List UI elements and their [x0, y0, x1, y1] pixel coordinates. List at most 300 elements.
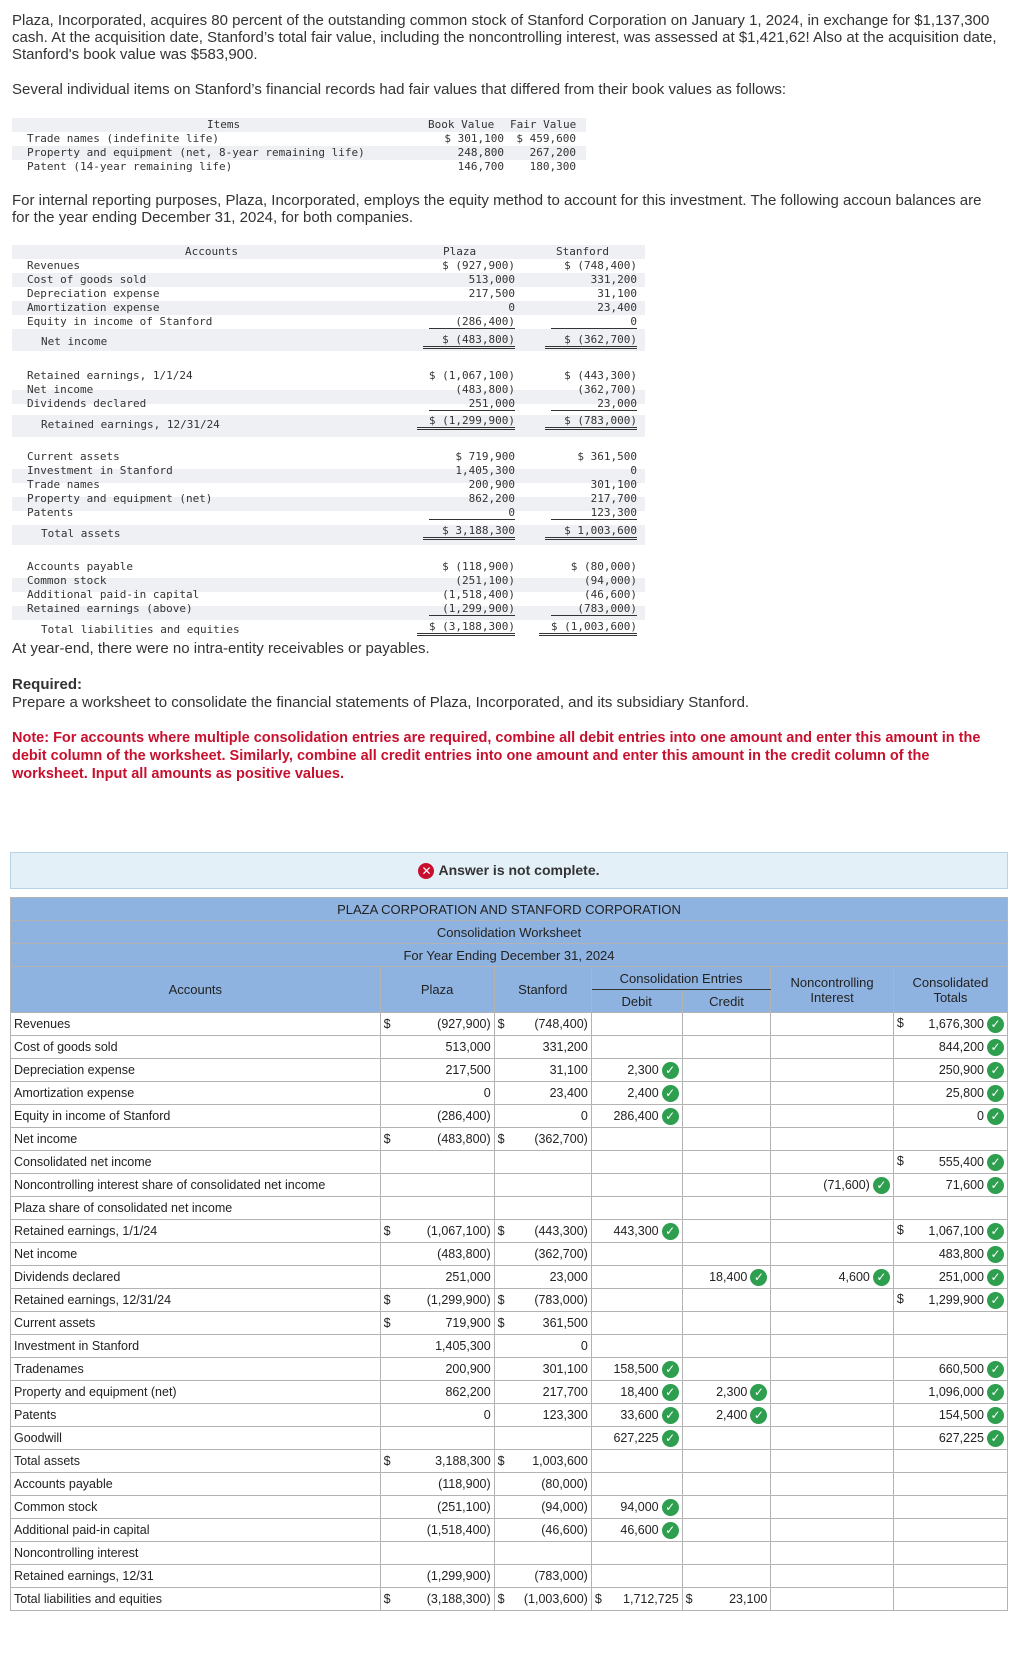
account-name: Noncontrolling interest share of consolidated net income [14, 1178, 326, 1192]
account-name: Goodwill [14, 1431, 62, 1445]
check-icon: ✓ [987, 1085, 1004, 1102]
bal-stanford: (362,700) [577, 383, 637, 396]
account-name: Dividends declared [14, 1270, 121, 1284]
check-icon: ✓ [662, 1384, 679, 1401]
row-account-label [11, 1220, 381, 1243]
check-icon: ✓ [662, 1223, 679, 1240]
nci-input[interactable] [771, 1496, 894, 1519]
col-header-entries: Consolidation Entries [591, 967, 771, 990]
worksheet-row [11, 1174, 1008, 1197]
credit-input[interactable] [682, 1381, 771, 1404]
worksheet-row [11, 1404, 1008, 1427]
row-account-label [11, 1105, 381, 1128]
bal-header-accounts: Accounts [185, 245, 238, 258]
total-input[interactable] [893, 1243, 1007, 1266]
debit-input[interactable] [591, 1473, 682, 1496]
worksheet-row [11, 1427, 1008, 1450]
bal-stanford: 31,100 [597, 287, 637, 300]
debit-input[interactable] [591, 1013, 682, 1036]
account-name: Equity in income of Stanford [14, 1109, 171, 1123]
plaza-cell-value: (1,067,100) [426, 1224, 491, 1238]
plaza-cell [380, 1174, 494, 1197]
total-input[interactable] [893, 1565, 1007, 1588]
fv-header-fair: Fair Value [510, 118, 577, 131]
bal-stanford: $ 361,500 [577, 450, 637, 463]
debit-input[interactable] [591, 1059, 682, 1082]
dollar-sign: $ [383, 1224, 391, 1238]
account-name: Current assets [14, 1316, 96, 1330]
col-header-totals: Consolidated Totals [893, 967, 1007, 1013]
credit-input[interactable] [682, 1174, 771, 1197]
row-account-label [11, 1197, 381, 1220]
nci-input[interactable] [771, 1059, 894, 1082]
credit-input-value: 18,400 [709, 1269, 748, 1284]
credit-input[interactable] [682, 1358, 771, 1381]
total-input[interactable] [893, 1496, 1007, 1519]
stanford-cell-value: 123,300 [542, 1408, 588, 1422]
stanford-cell [494, 1128, 591, 1151]
credit-input[interactable] [682, 1128, 771, 1151]
plaza-cell [380, 1266, 494, 1289]
check-icon: ✓ [987, 1108, 1004, 1125]
bal-plaza: $ (1,299,900) [417, 414, 515, 430]
nci-input[interactable] [771, 1197, 894, 1220]
total-input[interactable] [893, 1197, 1007, 1220]
col-header-credit: Credit [682, 990, 771, 1013]
nci-input[interactable] [771, 1082, 894, 1105]
dollar-sign: $ [896, 1291, 904, 1306]
check-icon: ✓ [662, 1085, 679, 1102]
total-input-value: 0 [977, 1108, 984, 1123]
credit-input[interactable] [682, 1519, 771, 1542]
bal-account: Equity in income of Stanford [27, 315, 213, 328]
check-icon: ✓ [987, 1223, 1004, 1240]
row-account-label [11, 1059, 381, 1082]
worksheet-row [11, 1335, 1008, 1358]
nci-input[interactable] [771, 1335, 894, 1358]
dollar-sign: $ [383, 1454, 391, 1468]
plaza-cell-value: (3,188,300) [426, 1592, 491, 1606]
check-icon: ✓ [662, 1430, 679, 1447]
debit-input[interactable] [591, 1220, 682, 1243]
total-input[interactable] [893, 1473, 1007, 1496]
credit-input[interactable] [682, 1565, 771, 1588]
row-account-label [11, 1036, 381, 1059]
credit-input[interactable] [682, 1220, 771, 1243]
stanford-cell-value: (748,400) [534, 1017, 588, 1031]
stanford-cell [494, 1036, 591, 1059]
stanford-cell-value: (783,000) [534, 1293, 588, 1307]
stanford-cell-value: (362,700) [534, 1247, 588, 1261]
bal-stanford: (94,000) [584, 574, 637, 587]
credit-input[interactable] [682, 1243, 771, 1266]
stanford-cell-value: 0 [580, 1109, 588, 1123]
nci-input[interactable] [771, 1519, 894, 1542]
nci-input[interactable] [771, 1174, 894, 1197]
plaza-cell [380, 1542, 494, 1565]
plaza-cell-value: 3,188,300 [435, 1454, 491, 1468]
stanford-cell [494, 1565, 591, 1588]
stanford-cell-value: (80,000) [541, 1477, 588, 1491]
fv-item: Patent (14-year remaining life) [27, 160, 233, 173]
debit-input[interactable] [591, 1266, 682, 1289]
total-input[interactable] [893, 1519, 1007, 1542]
plaza-cell-value: 251,000 [445, 1270, 491, 1284]
stanford-cell-value: (783,000) [534, 1569, 588, 1583]
credit-input[interactable] [682, 1266, 771, 1289]
bal-plaza: 0 [508, 301, 515, 314]
worksheet-row [11, 1588, 1008, 1611]
nci-input[interactable] [771, 1013, 894, 1036]
debit-input[interactable] [591, 1312, 682, 1335]
check-icon: ✓ [750, 1269, 767, 1286]
dollar-sign: $ [383, 1316, 391, 1330]
total-input[interactable] [893, 1174, 1007, 1197]
account-name: Depreciation expense [14, 1063, 135, 1077]
worksheet-row [11, 1381, 1008, 1404]
bal-stanford: (46,600) [584, 588, 637, 601]
worksheet-row [11, 1013, 1008, 1036]
nci-input[interactable] [771, 1588, 894, 1611]
total-input-value: 154,500 [938, 1407, 984, 1422]
debit-input[interactable] [591, 1427, 682, 1450]
account-name: Revenues [14, 1017, 71, 1031]
plaza-cell-value: (927,900) [437, 1017, 491, 1031]
credit-input[interactable] [682, 1197, 771, 1220]
worksheet-row [11, 1450, 1008, 1473]
plaza-cell [380, 1036, 494, 1059]
debit-input[interactable] [591, 1197, 682, 1220]
nci-input[interactable] [771, 1427, 894, 1450]
total-input[interactable] [893, 1036, 1007, 1059]
total-input-value: 627,225 [938, 1430, 984, 1445]
nci-input[interactable] [771, 1404, 894, 1427]
credit-input[interactable] [682, 1404, 771, 1427]
account-name: Property and equipment (net) [14, 1385, 177, 1399]
debit-input[interactable] [591, 1542, 682, 1565]
bal-stanford: $ (443,300) [564, 369, 637, 382]
total-input-value: 555,400 [938, 1154, 984, 1169]
total-input[interactable] [893, 1082, 1007, 1105]
plaza-cell-value: (118,900) [438, 1477, 491, 1491]
credit-input[interactable] [682, 1312, 771, 1335]
check-icon: ✓ [987, 1016, 1004, 1033]
debit-input[interactable] [591, 1174, 682, 1197]
debit-input[interactable] [591, 1519, 682, 1542]
plaza-cell [380, 1151, 494, 1174]
bal-stanford: $ (783,000) [545, 414, 637, 430]
plaza-cell-value: 217,500 [445, 1063, 491, 1077]
fv-header-book: Book Value [428, 118, 495, 131]
debit-input-value: 33,600 [620, 1407, 659, 1422]
total-input[interactable] [893, 1013, 1007, 1036]
debit-input[interactable] [591, 1565, 682, 1588]
credit-input[interactable] [682, 1427, 771, 1450]
nci-input[interactable] [771, 1128, 894, 1151]
stanford-cell-value: (46,600) [541, 1523, 588, 1537]
credit-input[interactable] [682, 1059, 771, 1082]
fv-book: 248,800 [457, 146, 504, 159]
account-name: Cost of goods sold [14, 1040, 118, 1054]
credit-input[interactable] [682, 1542, 771, 1565]
total-input[interactable] [893, 1105, 1007, 1128]
row-account-label [11, 1588, 381, 1611]
stanford-cell [494, 1082, 591, 1105]
credit-input[interactable] [682, 1151, 771, 1174]
total-input[interactable] [893, 1427, 1007, 1450]
col-header-stanford: Stanford [494, 967, 591, 1013]
row-account-label [11, 1174, 381, 1197]
debit-input[interactable] [591, 1358, 682, 1381]
debit-input[interactable] [591, 1036, 682, 1059]
nci-input[interactable] [771, 1542, 894, 1565]
fv-fair: $ 459,600 [516, 132, 576, 145]
dollar-sign: $ [383, 1132, 391, 1146]
plaza-cell [380, 1335, 494, 1358]
credit-input[interactable] [682, 1450, 771, 1473]
credit-input[interactable] [682, 1082, 771, 1105]
plaza-cell [380, 1013, 494, 1036]
stanford-cell [494, 1105, 591, 1128]
total-input-value: 1,299,900 [928, 1292, 984, 1307]
worksheet-row [11, 1312, 1008, 1335]
bal-account: Amortization expense [27, 301, 160, 314]
worksheet-row [11, 1197, 1008, 1220]
col-header-plaza: Plaza [380, 967, 494, 1013]
debit-input[interactable] [591, 1381, 682, 1404]
nci-input[interactable] [771, 1036, 894, 1059]
check-icon: ✓ [987, 1361, 1004, 1378]
total-input[interactable] [893, 1450, 1007, 1473]
dollar-sign: $ [594, 1592, 602, 1606]
bal-stanford: 0 [630, 464, 637, 477]
fv-item: Trade names (indefinite life) [27, 132, 220, 145]
total-input-value: 1,096,000 [928, 1384, 984, 1399]
nci-input-value: 4,600 [838, 1269, 870, 1284]
nci-input[interactable] [771, 1289, 894, 1312]
total-input[interactable] [893, 1335, 1007, 1358]
debit-input[interactable] [591, 1496, 682, 1519]
account-name: Accounts payable [14, 1477, 113, 1491]
bal-stanford: 301,100 [590, 478, 637, 491]
row-account-label [11, 1289, 381, 1312]
credit-input[interactable] [682, 1588, 771, 1611]
plaza-cell [380, 1220, 494, 1243]
plaza-cell-value: 0 [483, 1408, 491, 1422]
dollar-sign: $ [896, 1015, 904, 1030]
row-account-label [11, 1266, 381, 1289]
plaza-cell [380, 1312, 494, 1335]
account-name: Additional paid-in capital [14, 1523, 150, 1537]
credit-input[interactable] [682, 1473, 771, 1496]
worksheet-row [11, 1220, 1008, 1243]
stanford-cell [494, 1220, 591, 1243]
bal-account: Property and equipment (net) [27, 492, 213, 505]
plaza-cell [380, 1404, 494, 1427]
total-input[interactable] [893, 1588, 1007, 1611]
bal-account: Retained earnings (above) [27, 602, 193, 615]
bal-plaza: $ (927,900) [442, 259, 515, 272]
dollar-sign: $ [497, 1454, 505, 1468]
bal-stanford: $ (1,003,600) [539, 620, 637, 636]
debit-input[interactable] [591, 1151, 682, 1174]
row-account-label [11, 1312, 381, 1335]
credit-input[interactable] [682, 1289, 771, 1312]
dollar-sign: $ [896, 1222, 904, 1237]
row-account-label [11, 1542, 381, 1565]
fv-fair: 180,300 [529, 160, 576, 173]
stanford-cell [494, 1266, 591, 1289]
intro-paragraph: Plaza, Incorporated, acquires 80 percent of the outstanding common stock of Stanford Corporation on January 1, 2024, in exchange for $1,137,300 cash. At the acquisition date, Stanford’s total fair value, including the noncontrolling interest, was assessed at $1,421,62! Also at the acquisition date, Stanford's book value was $583,900. [12, 12, 997, 63]
debit-input[interactable] [591, 1289, 682, 1312]
stanford-cell [494, 1519, 591, 1542]
credit-input[interactable] [682, 1105, 771, 1128]
dollar-sign: $ [497, 1293, 505, 1307]
bal-plaza: (251,100) [455, 574, 515, 587]
check-icon: ✓ [662, 1522, 679, 1539]
total-input[interactable] [893, 1381, 1007, 1404]
account-name: Investment in Stanford [14, 1339, 140, 1353]
debit-input[interactable] [591, 1243, 682, 1266]
total-input[interactable] [893, 1312, 1007, 1335]
bal-stanford: $ (748,400) [564, 259, 637, 272]
dollar-sign: $ [497, 1132, 505, 1146]
debit-input[interactable] [591, 1588, 682, 1611]
stanford-cell [494, 1542, 591, 1565]
plaza-cell-value: (1,299,900) [426, 1293, 491, 1307]
consolidation-worksheet [10, 897, 1008, 1611]
bal-stanford: $ 1,003,600 [545, 524, 637, 540]
debit-input-value: 2,300 [627, 1062, 659, 1077]
credit-input[interactable] [682, 1335, 771, 1358]
row-account-label [11, 1565, 381, 1588]
plaza-cell [380, 1381, 494, 1404]
stanford-cell-value: 23,000 [549, 1270, 588, 1284]
nci-input[interactable] [771, 1151, 894, 1174]
bal-plaza: 513,000 [468, 273, 515, 286]
row-account-label [11, 1128, 381, 1151]
worksheet-row [11, 1128, 1008, 1151]
stanford-cell-value: (362,700) [534, 1132, 588, 1146]
fv-book: 146,700 [457, 160, 504, 173]
worksheet-row [11, 1473, 1008, 1496]
debit-input[interactable] [591, 1128, 682, 1151]
nci-input[interactable] [771, 1358, 894, 1381]
plaza-cell [380, 1082, 494, 1105]
total-input-value: 844,200 [938, 1039, 984, 1054]
bal-account: Additional paid-in capital [27, 588, 200, 601]
bal-stanford: $ (80,000) [570, 560, 637, 573]
row-account-label [11, 1243, 381, 1266]
bal-account: Trade names [27, 478, 100, 491]
worksheet-row [11, 1151, 1008, 1174]
dollar-sign: $ [383, 1017, 391, 1031]
total-input[interactable] [893, 1358, 1007, 1381]
nci-input[interactable] [771, 1565, 894, 1588]
plaza-cell [380, 1519, 494, 1542]
check-icon: ✓ [750, 1407, 767, 1424]
bal-account: Total liabilities and equities [41, 623, 240, 636]
col-header-accounts: Accounts [11, 967, 381, 1013]
worksheet-row [11, 1542, 1008, 1565]
plaza-cell-value: 513,000 [445, 1040, 491, 1054]
worksheet-row [11, 1243, 1008, 1266]
worksheet-subtitle: Consolidation Worksheet [11, 921, 1008, 944]
debit-input[interactable] [591, 1105, 682, 1128]
check-icon: ✓ [662, 1499, 679, 1516]
account-name: Amortization expense [14, 1086, 135, 1100]
total-input[interactable] [893, 1059, 1007, 1082]
debit-input[interactable] [591, 1404, 682, 1427]
bal-plaza: (286,400) [429, 315, 515, 329]
nci-input[interactable] [771, 1312, 894, 1335]
bal-plaza: 1,405,300 [455, 464, 515, 477]
stanford-cell [494, 1358, 591, 1381]
plaza-cell-value: 719,900 [445, 1316, 491, 1330]
required-text: Prepare a worksheet to consolidate the financial statements of Plaza, Incorporated, and its subsidiary Stanford. [12, 694, 750, 711]
check-icon: ✓ [987, 1292, 1004, 1309]
nci-input[interactable] [771, 1266, 894, 1289]
plaza-cell-value: 1,405,300 [435, 1339, 491, 1353]
total-input[interactable] [893, 1266, 1007, 1289]
required-note: Note: For accounts where multiple consolidation entries are required, combine all debit entries into one amount and enter this amount in the debit column of the worksheet. Similarly, combine all credit entries into one amount and enter this amount in the credit column of the worksheet. Input all amounts as positive values. [12, 730, 981, 782]
debit-input[interactable] [591, 1082, 682, 1105]
check-icon: ✓ [987, 1269, 1004, 1286]
stanford-cell-value: 301,100 [542, 1362, 588, 1376]
debit-input[interactable] [591, 1335, 682, 1358]
total-input[interactable] [893, 1289, 1007, 1312]
dollar-sign: $ [497, 1017, 505, 1031]
fv-header-items: Items [207, 118, 241, 131]
stanford-cell-value: 1,003,600 [532, 1454, 588, 1468]
total-input[interactable] [893, 1404, 1007, 1427]
fair-value-table [12, 118, 586, 176]
nci-input[interactable] [771, 1105, 894, 1128]
nci-input[interactable] [771, 1243, 894, 1266]
total-input[interactable] [893, 1151, 1007, 1174]
bal-account: Net income [27, 383, 94, 396]
total-input-value: 1,676,300 [928, 1016, 984, 1031]
bal-plaza: (1,299,900) [429, 602, 515, 616]
credit-input[interactable] [682, 1496, 771, 1519]
total-input[interactable] [893, 1128, 1007, 1151]
check-icon: ✓ [662, 1108, 679, 1125]
total-input-value: 71,600 [945, 1177, 984, 1192]
worksheet-row [11, 1036, 1008, 1059]
plaza-cell [380, 1496, 494, 1519]
total-input[interactable] [893, 1220, 1007, 1243]
credit-input[interactable] [682, 1036, 771, 1059]
nci-input[interactable] [771, 1473, 894, 1496]
debit-input[interactable] [591, 1450, 682, 1473]
bal-stanford: 331,200 [590, 273, 637, 286]
account-name: Plaza share of consolidated net income [14, 1201, 233, 1215]
plaza-cell-value: (1,518,400) [426, 1523, 491, 1537]
account-name: Net income [14, 1132, 78, 1146]
plaza-cell-value: 0 [483, 1086, 491, 1100]
plaza-cell-value: (251,100) [437, 1500, 491, 1514]
total-input[interactable] [893, 1542, 1007, 1565]
nci-input[interactable] [771, 1381, 894, 1404]
nci-input[interactable] [771, 1220, 894, 1243]
debit-input-value: 627,225 [613, 1430, 659, 1445]
check-icon: ✓ [662, 1407, 679, 1424]
nci-input[interactable] [771, 1450, 894, 1473]
credit-input[interactable] [682, 1013, 771, 1036]
worksheet-row [11, 1289, 1008, 1312]
fv-fair: 267,200 [529, 146, 576, 159]
total-input-value: 250,900 [938, 1062, 984, 1077]
